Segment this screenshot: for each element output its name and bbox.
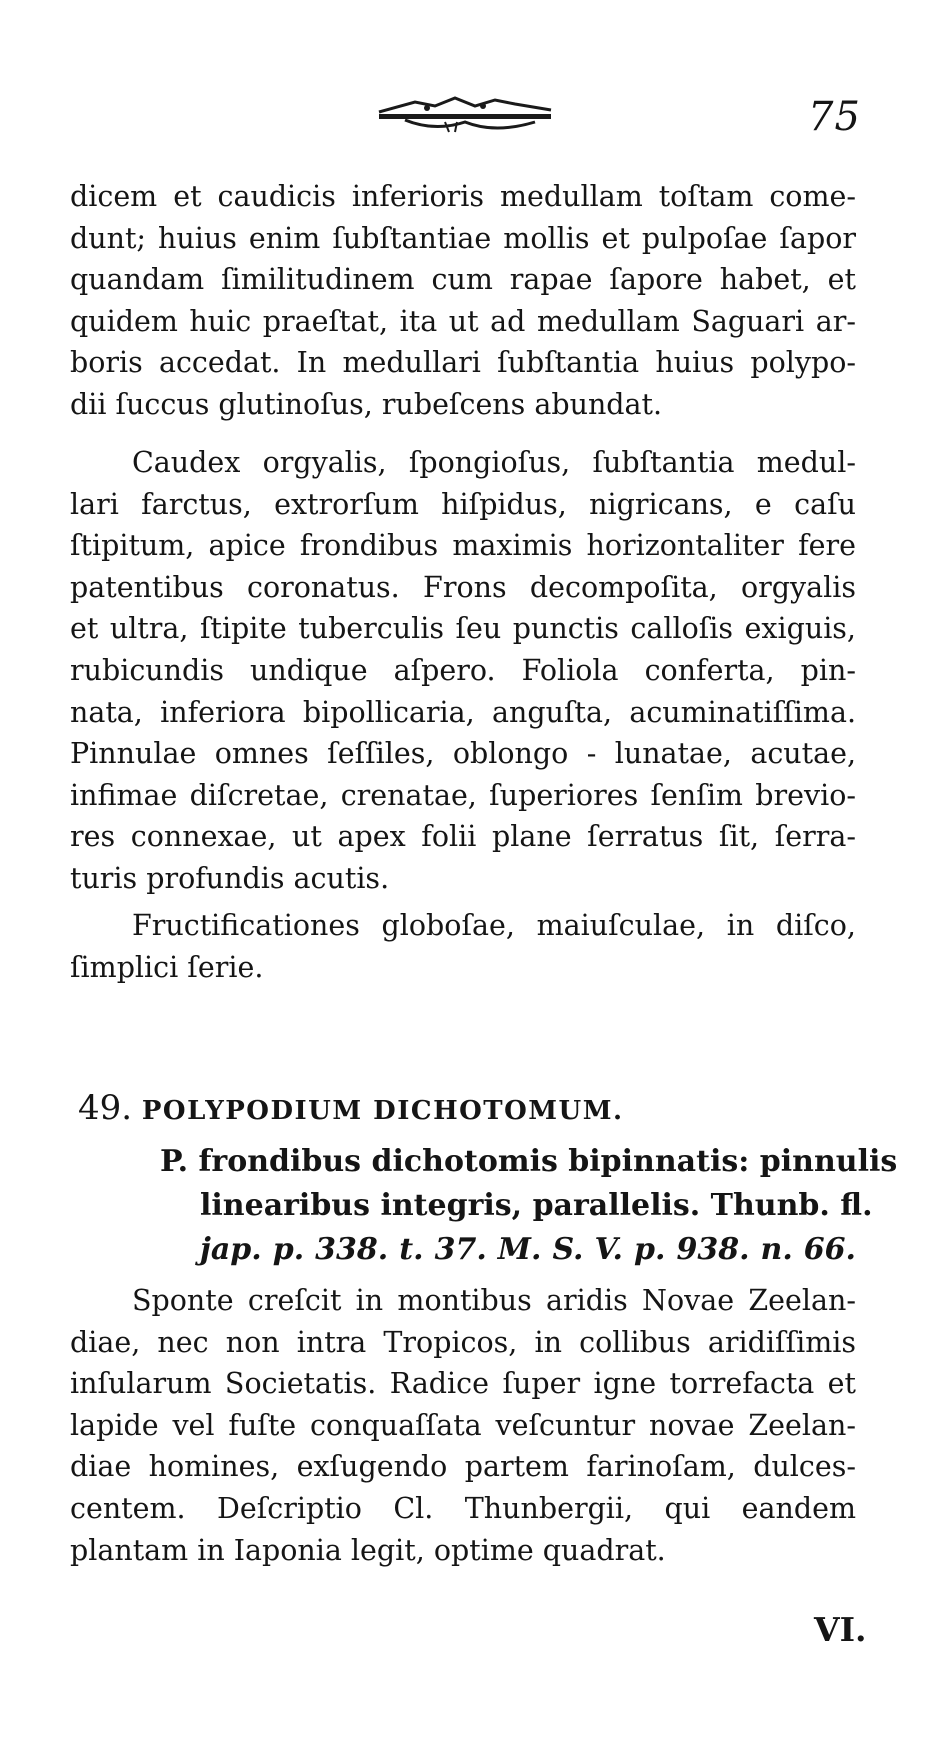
text-line: centem. Deſcriptio Cl. Thunbergii, qui eandem — [70, 1491, 856, 1525]
text-line: boris accedat. In medullari ſubſtantia huius polypo- — [70, 346, 856, 380]
text-line: dicem et caudicis inferioris medullam toſtam come- — [70, 180, 856, 213]
text-line: rubicundis undique aſpero. Foliola conferta, pin- — [70, 653, 856, 687]
diagnosis-line: jap. p. 338. t. 37. M. S. V. p. 938. n. 66. — [200, 1232, 856, 1267]
text-line: turis profundis acutis. — [70, 861, 390, 895]
text-line: ſimplici ſerie. — [70, 950, 264, 984]
text-line: dunt; huius enim ſubſtantiae mollis et pulpoſae ſapor — [70, 221, 856, 255]
text-line: et ultra, ſtipite tuberculis ſeu punctis calloſis exiguis, — [70, 612, 856, 646]
text-line: plantam in Iaponia legit, optime quadrat. — [70, 1533, 666, 1567]
species-diagnosis — [160, 1140, 898, 1272]
species-title: POLYPODIUM DICHOTOMUM. — [141, 1096, 624, 1126]
diagnosis-line: linearibus integris, parallelis. Thunb. fl. — [200, 1188, 873, 1223]
text-line: Sponte creſcit in montibus aridis Novae Zeelan- — [132, 1284, 856, 1317]
text-line: Pinnulae omnes ſeſſiles, oblongo - lunatae, acutae, — [70, 737, 856, 771]
paragraph-fructification — [70, 905, 856, 988]
text-line: inſularum Societatis. Radice ſuper igne torrefacta et — [70, 1367, 856, 1401]
text-line: patentibus coronatus. Frons decompoſita, orgyalis — [70, 570, 856, 604]
text-line: nata, inferiora bipollicaria, anguſta, acuminatiſſima. — [70, 695, 856, 729]
printers-ornament-icon — [375, 92, 555, 140]
text-line: lari farctus, extrorſum hiſpidus, nigricans, e caſu — [70, 487, 856, 521]
paragraph-continuation — [70, 176, 856, 426]
paragraph-habitat — [70, 1280, 856, 1571]
paragraph-caudex-description — [70, 442, 856, 900]
text-line: diae homines, exſugendo partem farinoſam, dulces- — [70, 1450, 856, 1484]
text-line: lapide vel fuſte conquaſſata veſcuntur novae Zeelan- — [70, 1408, 856, 1442]
text-line: Fructificationes globoſae, maiuſculae, in diſco, — [132, 909, 856, 942]
species-heading — [78, 1088, 624, 1128]
text-line: Caudex orgyalis, ſpongioſus, ſubſtantia medul- — [132, 446, 856, 479]
species-number: 49. — [78, 1088, 133, 1128]
diagnosis-line: P. frondibus dichotomis bipinnatis: pinnulis — [160, 1144, 898, 1179]
text-line: quandam ſimilitudinem cum rapae ſapore habet, et — [70, 263, 856, 297]
text-line: diae, nec non intra Tropicos, in collibus aridiſſimis — [70, 1325, 856, 1359]
text-line: infimae diſcretae, crenatae, ſuperiores ſenſim brevio- — [70, 778, 856, 812]
page-number: 75 — [808, 94, 861, 140]
text-line: dii ſuccus glutinoſus, rubeſcens abundat. — [70, 387, 663, 421]
text-line: quidem huic praeſtat, ita ut ad medullam Saguari ar- — [70, 304, 856, 338]
text-line: ſtipitum, apice frondibus maximis horizontaliter fere — [70, 529, 856, 563]
catchword: VI. — [814, 1610, 867, 1649]
text-line: res connexae, ut apex folii plane ſerratus ſit, ſerra- — [70, 820, 856, 854]
